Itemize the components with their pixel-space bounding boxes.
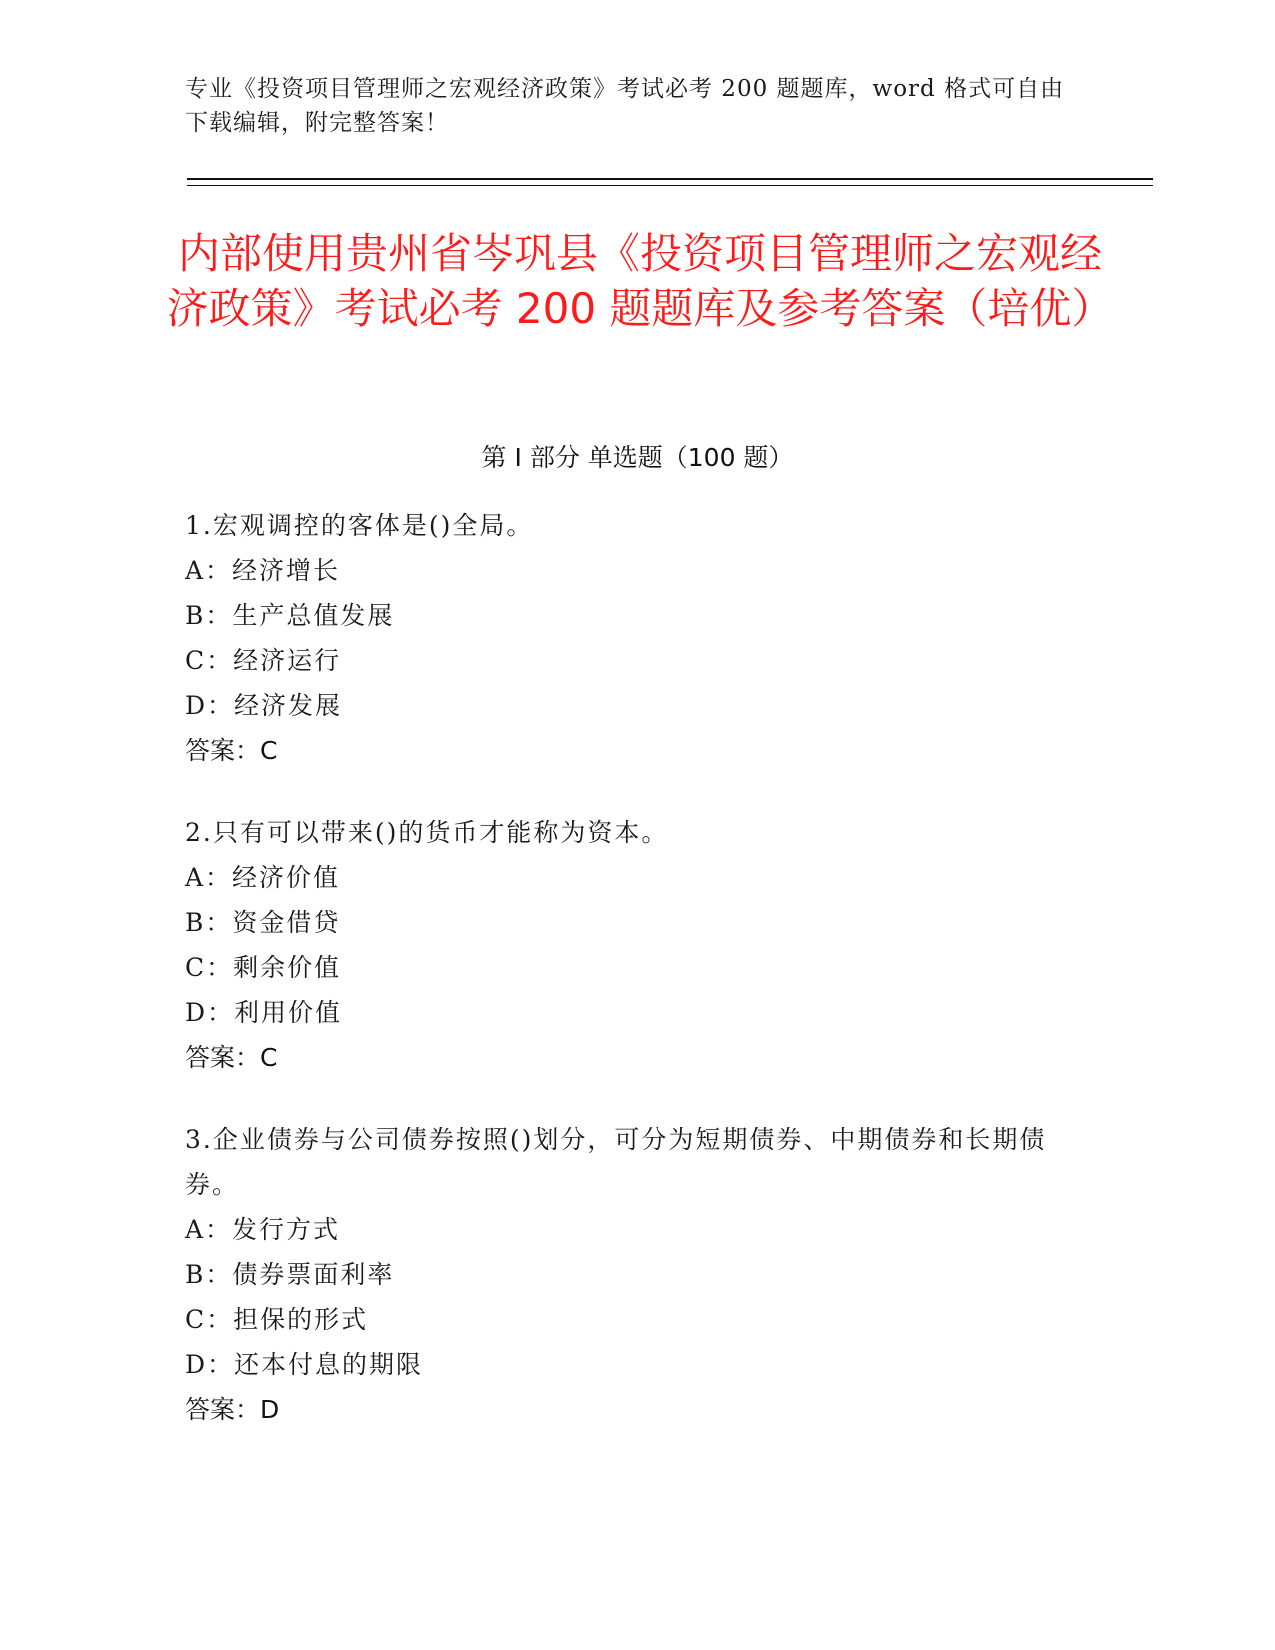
question-stem: 1.宏观调控的客体是()全局。 [185,511,534,540]
question-stem: 3.企业债券与公司债券按照()划分，可分为短期债券、中期债券和长期债券。 [185,1125,1047,1199]
answer: 答案：C [185,1043,278,1072]
option-b: B：资金借贷 [185,908,341,937]
section-heading: 第 I 部分 单选题（100 题） [481,443,794,472]
question-3 [185,1117,1065,1432]
question-stem: 2.只有可以带来()的货币才能称为资本。 [185,818,669,847]
option-a: A：经济价值 [185,863,341,892]
option-a: A：经济增长 [185,556,341,585]
question-2 [185,810,1065,1080]
option-c: C：经济运行 [185,646,342,675]
option-d: D：利用价值 [185,998,343,1027]
option-d: D：还本付息的期限 [185,1350,424,1379]
option-c: C：担保的形式 [185,1305,369,1334]
answer: 答案：C [185,736,278,765]
header-rule-thick [187,178,1153,180]
option-d: D：经济发展 [185,691,343,720]
header-note: 专业《投资项目管理师之宏观经济政策》考试必考 200 题题库，word 格式可自由下载编辑，附完整答案！ [185,76,1065,136]
document-title: 内部使用贵州省岑巩县《投资项目管理师之宏观经济政策》考试必考 200 题题库及参考答案（培优） [166,229,1114,333]
question-1 [185,503,1065,773]
option-b: B：债券票面利率 [185,1260,395,1289]
option-b: B：生产总值发展 [185,601,395,630]
option-a: A：发行方式 [185,1215,341,1244]
header-rule-thin [187,185,1153,186]
answer: 答案：D [185,1395,280,1424]
option-c: C：剩余价值 [185,953,342,982]
